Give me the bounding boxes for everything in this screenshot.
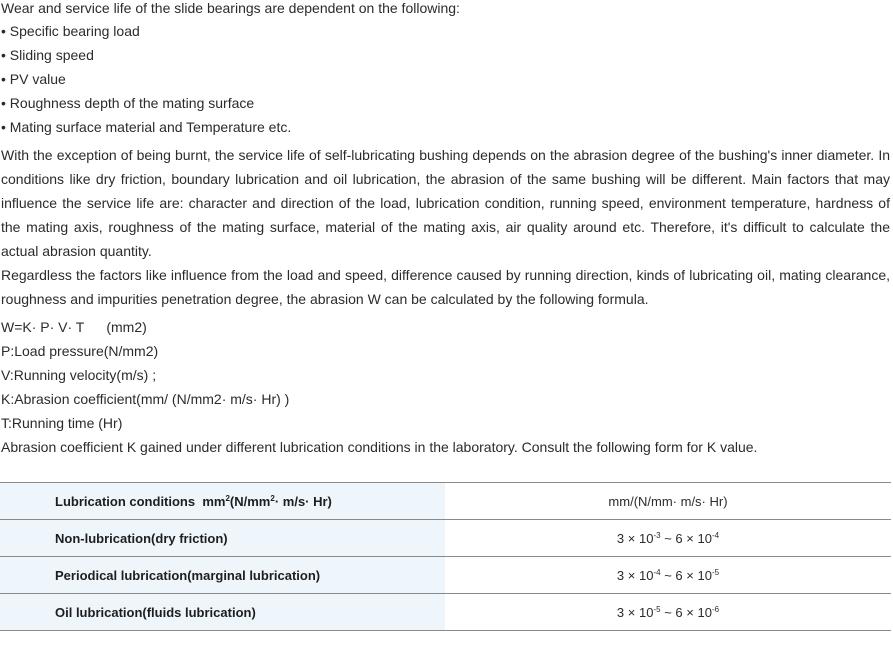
header-label: Lubrication conditions [55,493,196,509]
factor-item: • Mating surface material and Temperature etc. [1,119,292,135]
definition-v: V:Running velocity(m/s) ; [1,367,157,383]
header-unit: $mm^2(N/mm^2\cdot m/s\cdot Hr)$ [202,493,332,509]
k-value-cell: $3 \times 10^{-5}$ ~ $6 \times 10^{-6}$ [445,594,891,631]
formula-intro-paragraph: Regardless the factors like influence from the load and speed, difference caused by running direction, kinds of lubricating oil, mating clearance, roughness and impurities penetration degree, the abrasion W can be calculated by the following formula. [1,267,890,307]
condition-cell: Oil lubrication(fluids lubrication) [0,594,445,631]
table-header-row [0,483,891,520]
condition-cell: Periodical lubrication(marginal lubrication) [0,557,445,594]
definition-t: T:Running time (Hr) [1,415,123,431]
service-life-paragraph: With the exception of being burnt, the service life of self-lubricating bushing depends on the abrasion degree of the bushing's inner diameter. In conditions like dry friction, boundary lubrication and oil lubrication, the abrasion of the same bushing will be different. Main factors that may influence the service life are: character and direction of the load, lubrication condition, running speed, environment temperature, hardness of the mating axis, roughness of the mating surface, material of the mating axis, air quality around etc. Therefore, it's difficult to calculate the actual abrasion quantity. [1,147,890,259]
k-value-cell: $3 \times 10^{-4}$ ~ $6 \times 10^{-5}$ [445,557,891,594]
intro-text: Wear and service life of the slide bearings are dependent on the following: [1,0,460,16]
factor-item: • Roughness depth of the mating surface [1,95,255,111]
table-row [0,520,891,557]
definition-p: P:Load pressure(N/mm2) [1,343,159,359]
formula-unit: (mm2) [106,319,147,335]
definition-k: K:Abrasion coefficient(mm/ (N/mm2· m/s· Hr) ) [1,391,290,407]
table-row [0,594,891,631]
factor-item: • Specific bearing load [1,23,140,39]
abrasion-formula [1,319,147,335]
condition-cell: Non-lubrication(dry friction) [0,520,445,557]
abrasion-coefficient-table [0,482,891,631]
table-row [0,557,891,594]
header-condition-cell [0,483,445,520]
header-value-unit: mm/(N/mm· m/s· Hr) [445,483,891,520]
factor-item: • Sliding speed [1,47,94,63]
factor-item: • PV value [1,71,66,87]
k-value-cell: $3 \times 10^{-3}$ ~ $6 \times 10^{-4}$ [445,520,891,557]
table-intro: Abrasion coefficient K gained under different lubrication conditions in the laboratory. Consult the following form for K value. [1,439,758,455]
formula-expression: W=K· P· V· T [1,319,85,335]
